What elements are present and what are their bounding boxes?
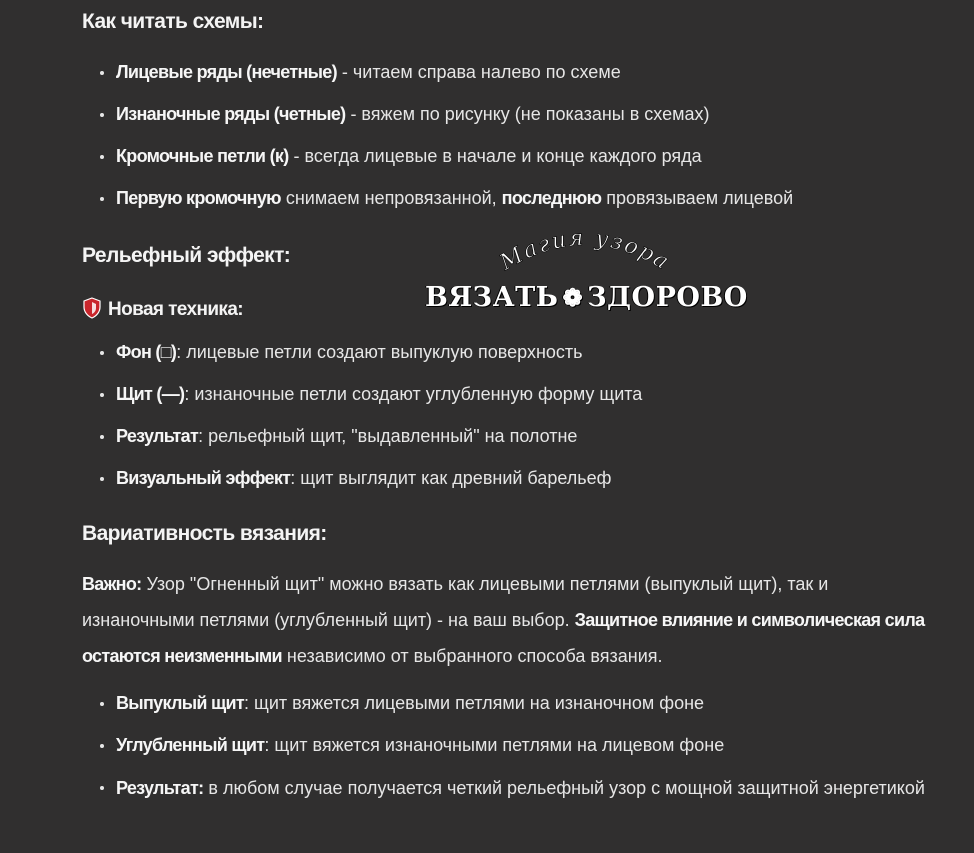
heading-variant: Вариативность вязания: [82, 522, 327, 545]
list-item: Визуальный эффект: щит выглядит как древний барельеф [82, 463, 942, 493]
flower-icon: ❁ [562, 283, 584, 312]
list-item: Выпуклый щит: щит вяжется лицевыми петлями на изнаночном фоне [82, 688, 942, 718]
list-item: Щит (—): изнаночные петли создают углубленную форму щита [82, 379, 942, 409]
heading-relief: Рельефный эффект: [82, 244, 291, 267]
list-item: Фон (□): лицевые петли создают выпуклую поверхность [82, 337, 942, 367]
subheading-new-technique: Новая техника: [82, 297, 243, 321]
list-variant [82, 688, 942, 804]
list-item: Результат: в любом случае получается четкий рельефный узор с мощной защитной энергетикой [82, 772, 942, 804]
list-item: Изнаночные ряды (четные) - вяжем по рисунку (не показаны в схемах) [82, 99, 942, 129]
heading-how-to-read: Как читать схемы: [82, 10, 264, 33]
list-item: Кромочные петли (к) - всегда лицевые в начале и конце каждого ряда [82, 141, 942, 171]
important-paragraph: Важно: Узор "Огненный щит" можно вязать как лицевыми петлями (выпуклый щит), так и изнаночными петлями (углубленный щит) - на ваш выбор. Защитное влияние и символическая сила остаются неизменными независимо от выбранного способа вязания. [82, 574, 925, 666]
shield-icon [82, 297, 102, 319]
svg-text:Магия узора: Магия узора [495, 225, 675, 276]
list-relief [82, 337, 942, 493]
logo-arc-text [485, 222, 685, 282]
list-item: Результат: рельефный щит, "выдавленный" на полотне [82, 421, 942, 451]
list-item: Лицевые ряды (нечетные) - читаем справа налево по схеме [82, 57, 942, 87]
list-item: Первую кромочную снимаем непровязанной, последнюю провязываем лицевой [82, 183, 942, 213]
list-how-to-read [82, 57, 942, 213]
watermark-logo [425, 222, 748, 322]
list-item: Углубленный щит: щит вяжется изнаночными петлями на лицевом фоне [82, 730, 942, 760]
logo-wordmark: ВЯЗАТЬ ❁ ЗДОРОВО [425, 282, 748, 313]
